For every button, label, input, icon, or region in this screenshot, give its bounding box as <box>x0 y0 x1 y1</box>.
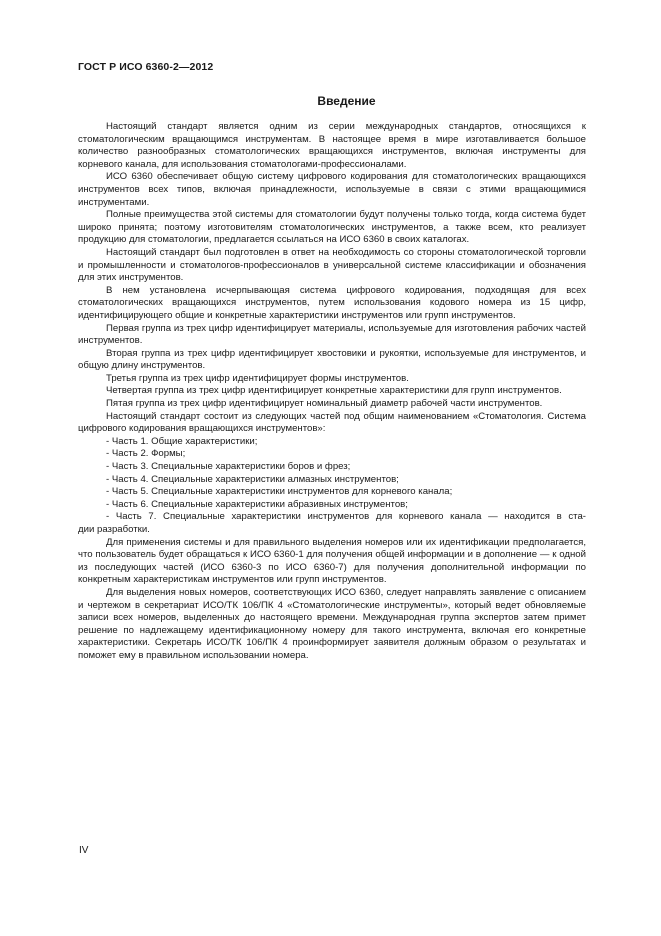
list-item-text: - Часть 7. Специальные характеристики инструментов для корневого канала — находится в ста- <box>106 511 586 523</box>
paragraph: Для применения системы и для правильного выделения номеров или их идентификации предполагается, что пользователь будет обращаться к ИСО 6360-1 для получения общей информации и в дополнение — к одной из последующих частей (ИСО 6360-3 по ИСО 6360-7) для получения дополнительной информации по конкретным характеристикам инструментов или групп инструментов. <box>78 536 586 586</box>
list-item-continuation: дии разработки. <box>78 524 150 535</box>
paragraph: Настоящий стандарт состоит из следующих частей под общим наименованием «Стоматология. Система цифрового кодирования вращающихся инструментов»: <box>78 410 586 435</box>
list-item: - Часть 5. Специальные характеристики инструментов для корневого канала; <box>106 486 453 498</box>
paragraph: ИСО 6360 обеспечивает общую систему цифрового кодирования для стоматологических вращающихся инструментов всех типов, включая принадлежности, используемые в связи с этими вращающимися инструментами. <box>78 171 586 208</box>
document-header: ГОСТ Р ИСО 6360-2—2012 <box>78 61 214 73</box>
paragraph: Полные преимущества этой системы для стоматологии будут получены только тогда, когда система будет широко принята; поэтому изготовителям стоматологических инструментов, а также всем, кто реализует продукцию для стоматологии, предлагается ссылаться на ИСО 6360 в своих каталогах. <box>78 209 586 246</box>
list-item: - Часть 1. Общие характеристики; <box>106 435 258 447</box>
list-item: - Часть 4. Специальные характеристики алмазных инструментов; <box>106 473 399 485</box>
parts-list <box>78 436 586 512</box>
list-item: - Часть 2. Формы; <box>106 448 186 460</box>
paragraph: Вторая группа из трех цифр идентифицирует хвостовики и рукоятки, используемые для инструментов, и общую длину инструментов. <box>78 347 586 372</box>
paragraph: Пятая группа из трех цифр идентифицирует номинальный диаметр рабочей части инструментов. <box>106 398 543 410</box>
section-title: Введение <box>317 94 376 108</box>
paragraph: В нем установлена исчерпывающая система цифрового кодирования, подходящая для всех стоматологических вращающихся инструментов, путем использования кодового номера из 15 цифр, идентифицирующего общие и конкретные характеристики инструментов или групп инструментов. <box>78 284 586 321</box>
body-text <box>78 121 586 663</box>
paragraph: Настоящий стандарт является одним из серии международных стандартов, относящихся к стоматологическим вращающимся инструментам. В настоящее время в мире изготавливается большое количество разнообразных стоматологических вращающихся инструментов, включая инструменты для корневого канала, для использования стоматологами-профессионалами. <box>78 121 586 170</box>
paragraph: Четвертая группа из трех цифр идентифицирует конкретные характеристики для групп инструментов. <box>106 385 562 397</box>
list-item: - Часть 3. Специальные характеристики боров и фрез; <box>106 461 351 473</box>
paragraph: Для выделения новых номеров, соответствующих ИСО 6360, следует направлять заявление с описанием и чертежом в секретариат ИСО/ТК 106/ПК 4 «Стоматологические инструменты», который ведет обновляемые записи всех номеров, выделенных до настоящего времени. Международная группа экспертов затем примет решение по надлежащему идентификационному номеру для такого инструмента, включая его конкретные характеристики. Секретарь ИСО/ТК 106/ПК 4 проинформирует заявителя должным образом о результатах и поможет ему в правильном использовании номера. <box>78 586 586 661</box>
paragraph: Настоящий стандарт был подготовлен в ответ на необходимость со стороны стоматологической торговли и промышленности и стоматологов-профессионалов в универсальной системе классификации и обозначения для этих инструментов. <box>78 246 586 284</box>
page-number: IV <box>79 845 89 856</box>
list-item-part-7 <box>78 511 586 536</box>
list-item: - Часть 6. Специальные характеристики абразивных инструментов; <box>106 498 408 510</box>
paragraph: Первая группа из трех цифр идентифицирует материалы, используемые для изготовления рабочих частей инструментов. <box>78 322 586 347</box>
paragraph: Третья группа из трех цифр идентифицирует формы инструментов. <box>106 372 409 384</box>
